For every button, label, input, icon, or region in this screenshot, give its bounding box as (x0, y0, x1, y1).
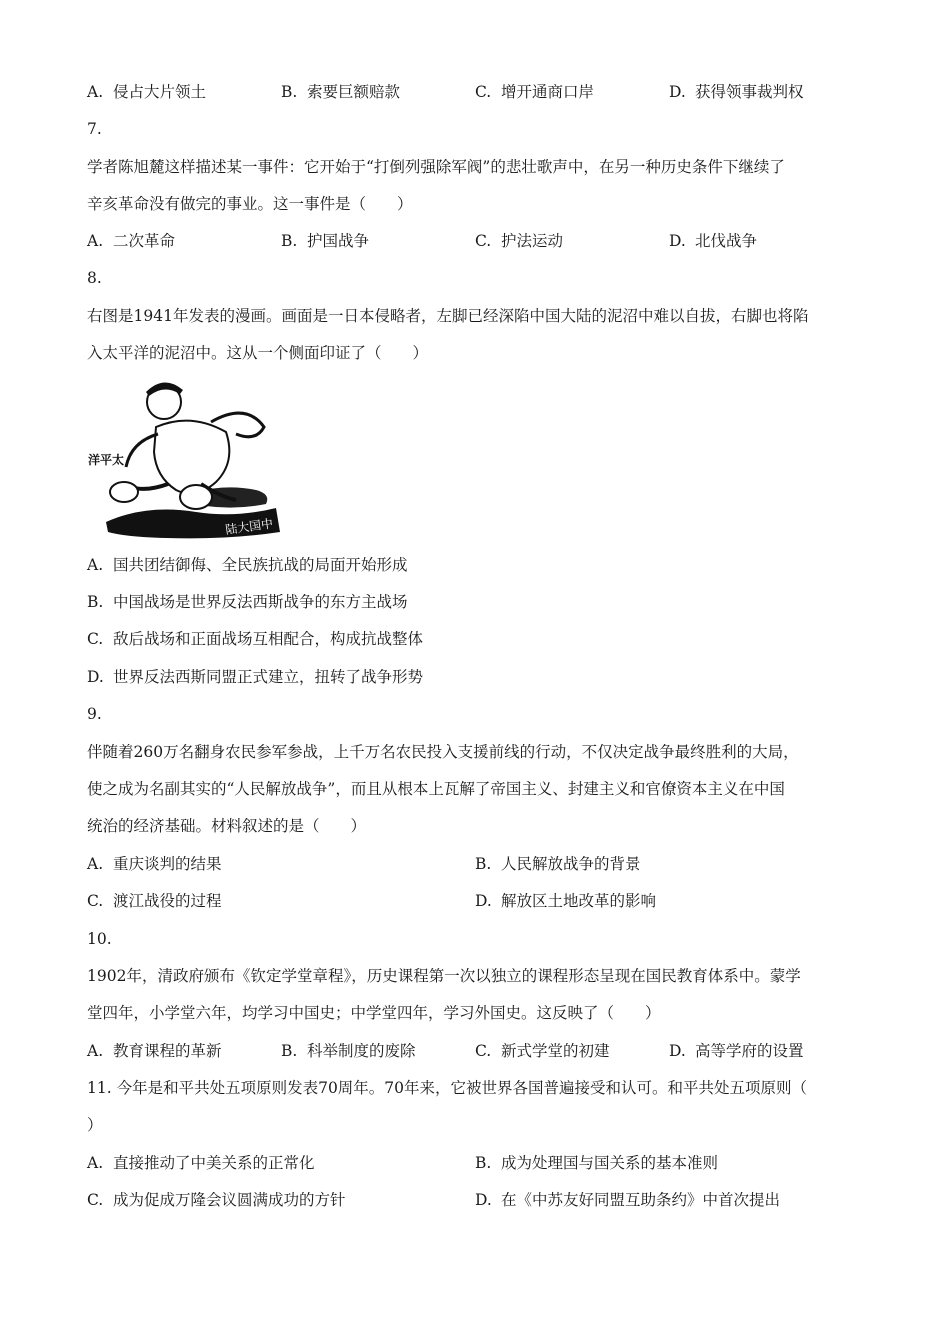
q8-number: 8. (87, 269, 102, 287)
option-text: 索要巨额赔款 (307, 83, 401, 101)
cartoon-illustration (86, 372, 282, 540)
q9-option-c (87, 891, 222, 911)
option-text: 成为促成万隆会议圆满成功的方针 (113, 1191, 346, 1209)
cartoon-label-china-mainland: 陆大国中 (224, 516, 274, 537)
q9-option-b (475, 854, 641, 874)
q10-stem-line-2: 堂四年，小学堂六年，均学习中国史；中学堂四年，学习外国史。这反映了（ ） (87, 1004, 661, 1022)
q9-stem-line-3: 统治的经济基础。材料叙述的是（ ） (87, 817, 367, 835)
option-text: 重庆谈判的结果 (113, 855, 222, 873)
option-text: 解放区土地改革的影响 (501, 892, 657, 910)
option-key: D. (669, 83, 686, 101)
option-key: B. (281, 83, 298, 101)
option-key: B. (475, 855, 492, 873)
q8-option-d (87, 667, 423, 687)
option-key: A. (87, 83, 104, 101)
option-text: 增开通商口岸 (501, 83, 595, 101)
q6-option-c (475, 82, 594, 102)
option-text: 渡江战役的过程 (113, 892, 222, 910)
option-key: C. (475, 1042, 492, 1060)
option-key: A. (87, 1154, 104, 1172)
q11-option-a (87, 1153, 315, 1173)
q7-stem-line-2: 辛亥革命没有做完的事业。这一事件是（ ） (87, 195, 413, 213)
option-text: 成为处理国与国关系的基本准则 (501, 1154, 719, 1172)
option-text: 新式学堂的初建 (501, 1042, 610, 1060)
q9-number: 9. (87, 705, 102, 723)
q11-stem-line-2: ） (87, 1116, 103, 1134)
q10-option-d (669, 1041, 804, 1061)
q6-option-d (669, 82, 804, 102)
q7-option-c (475, 231, 563, 251)
option-key: D. (475, 1191, 492, 1209)
q6-option-b (281, 82, 400, 102)
option-text: 护国战争 (307, 232, 370, 250)
q10-option-c (475, 1041, 610, 1061)
option-text: 获得领事裁判权 (695, 83, 804, 101)
option-text: 中国战场是世界反法西斯战争的东方主战场 (113, 593, 408, 611)
option-key: C. (475, 232, 492, 250)
option-key: D. (669, 232, 686, 250)
q10-option-b (281, 1041, 416, 1061)
q7-number: 7. (87, 120, 102, 138)
cartoon-label-pacific: 洋平太 (88, 453, 125, 467)
q8-option-b (87, 592, 408, 612)
q7-option-a (87, 231, 175, 251)
q11-option-b (475, 1153, 718, 1173)
option-text: 侵占大片领土 (113, 83, 207, 101)
option-key: B. (281, 232, 298, 250)
q11-option-d (475, 1190, 780, 1210)
q8-option-c (87, 629, 423, 649)
q8-stem-line-1: 右图是1941年发表的漫画。画面是一日本侵略者，左脚已经深陷中国大陆的泥沼中难以自拔，右脚也将陷 (87, 307, 809, 325)
option-key: C. (87, 1191, 104, 1209)
option-text: 教育课程的革新 (113, 1042, 222, 1060)
q10-number: 10. (87, 930, 112, 948)
option-key: B. (87, 593, 104, 611)
soldier-knee (180, 485, 212, 509)
q7-option-b (281, 231, 369, 251)
q11-stem-line-1: 11. 今年是和平共处五项原则发表70周年。70年来，它被世界各国普遍接受和认可。和平共处五项原则（ (87, 1079, 808, 1097)
q9-option-a (87, 854, 222, 874)
soldier-body (154, 421, 229, 494)
option-text: 护法运动 (501, 232, 564, 250)
option-text: 北伐战争 (695, 232, 758, 250)
option-key: D. (87, 668, 104, 686)
option-text: 直接推动了中美关系的正常化 (113, 1154, 315, 1172)
option-key: A. (87, 855, 104, 873)
option-key: A. (87, 556, 104, 574)
q10-stem-line-1: 1902年，清政府颁布《钦定学堂章程》，历史课程第一次以独立的课程形态呈现在国民教育体系中。蒙学 (87, 967, 801, 985)
q8-option-a (87, 555, 408, 575)
q7-stem-line-1: 学者陈旭麓这样描述某一事件：它开始于“打倒列强除军阀”的悲壮歌声中，在另一种历史条件下继续了 (87, 158, 785, 176)
option-key: C. (87, 630, 104, 648)
option-text: 国共团结御侮、全民族抗战的局面开始形成 (113, 556, 408, 574)
option-text: 世界反法西斯同盟正式建立，扭转了战争形势 (113, 668, 424, 686)
q9-option-d (475, 891, 656, 911)
option-key: B. (475, 1154, 492, 1172)
q6-option-a (87, 82, 206, 102)
q9-stem-line-1: 伴随着260万名翻身农民参军参战，上千万名农民投入支援前线的行动，不仅决定战争最终胜利的大局， (87, 743, 799, 761)
option-key: D. (475, 892, 492, 910)
option-text: 人民解放战争的背景 (501, 855, 641, 873)
option-text: 科举制度的废除 (307, 1042, 416, 1060)
option-key: A. (87, 232, 104, 250)
option-key: C. (87, 892, 104, 910)
q10-option-a (87, 1041, 222, 1061)
soldier-foot (110, 482, 138, 502)
option-key: C. (475, 83, 492, 101)
q7-option-d (669, 231, 757, 251)
option-text: 敌后战场和正面战场互相配合，构成抗战整体 (113, 630, 424, 648)
option-key: D. (669, 1042, 686, 1060)
option-text: 二次革命 (113, 232, 176, 250)
option-key: B. (281, 1042, 298, 1060)
option-key: A. (87, 1042, 104, 1060)
q8-stem-line-2: 入太平洋的泥沼中。这从一个侧面印证了（ ） (87, 344, 429, 362)
q11-option-c (87, 1190, 346, 1210)
q9-stem-line-2: 使之成为名副其实的“人民解放战争”，而且从根本上瓦解了帝国主义、封建主义和官僚资本主义在中国 (87, 780, 785, 798)
option-text: 高等学府的设置 (695, 1042, 804, 1060)
option-text: 在《中苏友好同盟互助条约》中首次提出 (501, 1191, 781, 1209)
